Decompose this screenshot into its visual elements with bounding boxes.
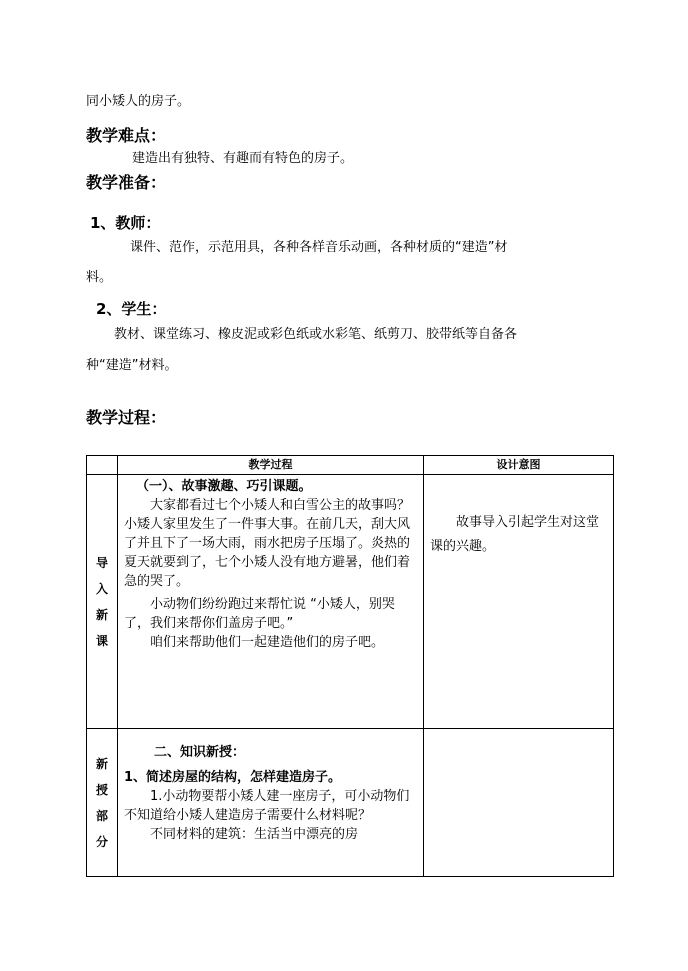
intro-title: （一）、故事激趣、巧引课题。 [136,479,312,494]
student-heading: 2、学生： [96,300,167,318]
lesson-table [86,455,614,877]
section-label-new [87,729,118,877]
section-label-char: 授 [95,782,108,797]
intro-paragraph-1: 大家都看过七个小矮人和白雪公主的故事吗？小矮人家里发生了一件事大事。在前几天，刮大风了并且下了一场大雨，雨水把房子压塌了。炎热的夏天就要到了，七个小矮人没有地方避暑，他们着急的哭了。 [124,498,411,589]
section-label-char: 分 [95,834,108,849]
section-label-char: 导 [95,555,108,570]
new-paragraph-1: 1.小动物要帮小矮人建一座房子，可小动物们不知道给小矮人建造房子需要什么材料呢？ [124,789,410,823]
process-heading: 教学过程： [86,408,167,427]
teacher-materials-line1: 课件、范作，示范用具，各种各样音乐动画，各种材质的“建造”材 [130,240,508,255]
student-materials-line1: 教材、课堂练习、橡皮泥或彩色纸或水彩笔、纸剪刀、胶带纸等自备各 [114,327,518,342]
intro-paragraph-3: 咱们来帮助他们一起建造他们的房子吧。 [150,635,385,650]
table-row [87,475,614,729]
new-section-title: 二、知识新授： [154,745,246,760]
difficulty-text: 建造出有独特、有趣而有特色的房子。 [132,151,354,166]
section-label-char: 部 [95,808,108,823]
header-cell-intent: 设计意图 [424,456,614,475]
new-section-subtitle: 1、简述房屋的结构，怎样建造房子。 [124,770,342,785]
table-row [87,729,614,877]
intro-intent-text: 故事导入引起学生对这堂课的兴趣。 [430,515,600,554]
new-paragraph-2: 不同材料的建筑：生活当中漂亮的房 [150,827,359,842]
intent-cell-intro [424,475,614,729]
section-label-char: 入 [95,581,108,596]
intro-paragraph-2: 小动物们纷纷跑过来帮忙说 “小矮人，别哭了，我们来帮你们盖房子吧。” [124,597,395,631]
preparation-heading: 教学准备： [86,173,167,192]
section-label-char: 新 [95,607,108,622]
header-cell-process: 教学过程 [118,456,424,475]
intro-tail-text: 同小矮人的房子。 [86,94,191,109]
student-materials-line2: 种“建造”材料。 [86,358,178,373]
table-header-row [87,456,614,475]
section-label-intro [87,475,118,729]
intent-cell-new [424,729,614,877]
process-cell-intro [118,475,424,729]
process-cell-new [118,729,424,877]
section-label-char: 课 [95,633,108,648]
teacher-heading: 1、教师： [90,214,161,232]
header-cell-blank [87,456,118,475]
new-intent-text [424,729,613,765]
teacher-materials-line2: 料。 [86,270,113,285]
section-label-char: 新 [95,756,108,771]
difficulty-heading: 教学难点： [86,126,167,145]
